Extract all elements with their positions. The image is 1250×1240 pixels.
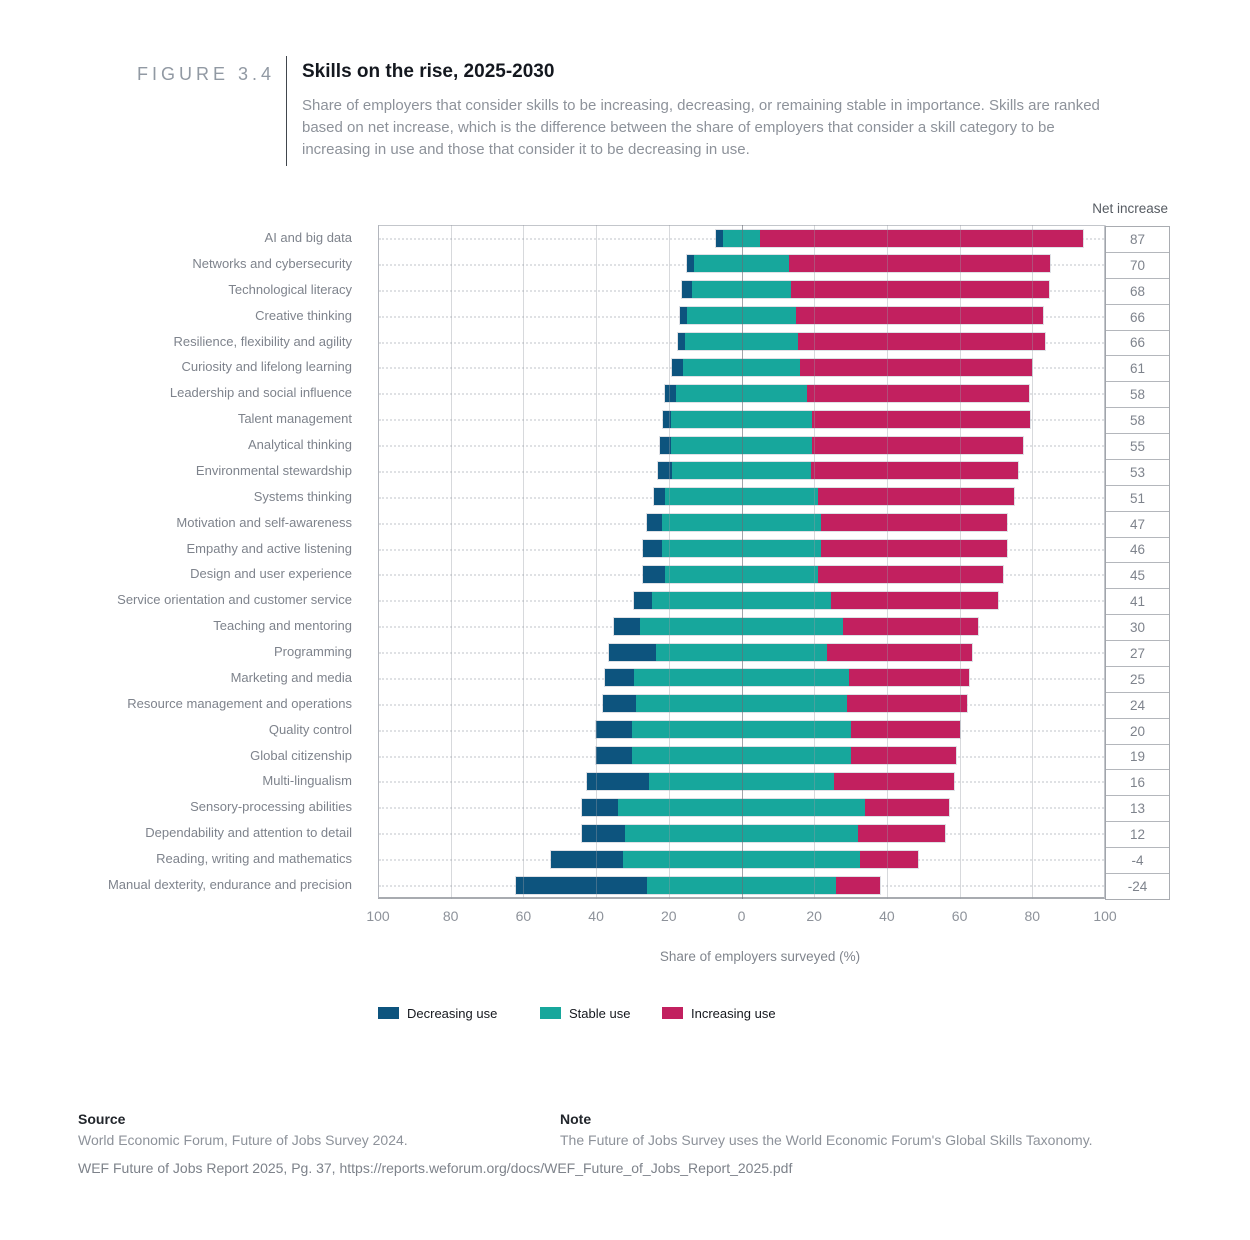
legend-label: Increasing use: [691, 1005, 776, 1021]
bar-segment-increasing: [827, 644, 972, 661]
x-axis-tick-label: 20: [661, 908, 677, 924]
bar-row: [680, 307, 1044, 324]
bar-segment-increasing: [851, 721, 960, 738]
x-axis-tick-label: 80: [442, 908, 459, 924]
bar-segment-decreasing: [609, 644, 656, 661]
net-increase-value: 53: [1106, 460, 1169, 486]
y-axis-skill-label: Quality control: [268, 721, 352, 737]
x-axis-tick-label: 60: [951, 908, 968, 924]
net-increase-value: 45: [1106, 563, 1169, 589]
bar-segment-increasing: [831, 592, 998, 609]
bar-segment-increasing: [807, 385, 1029, 402]
bar-segment-increasing: [849, 669, 969, 686]
y-axis-skill-label: Teaching and mentoring: [213, 618, 352, 634]
note-text: The Future of Jobs Survey uses the World Economic Forum's Global Skills Taxonomy.: [560, 1132, 1093, 1148]
bar-row: [716, 230, 1083, 247]
net-increase-value: 66: [1106, 305, 1169, 331]
bar-segment-decreasing: [647, 514, 662, 531]
y-axis-skill-label: Multi-lingualism: [262, 773, 352, 789]
x-axis-tick-label: 0: [737, 908, 746, 924]
y-axis-skill-label: Analytical thinking: [247, 437, 352, 453]
y-axis-skill-label: Leadership and social influence: [169, 385, 352, 401]
x-axis-tick-label: 40: [879, 908, 895, 924]
bar-row: [647, 514, 1007, 531]
bar-row: [582, 799, 949, 816]
bar-segment-decreasing: [678, 333, 685, 350]
vertical-gridline: [451, 225, 452, 899]
bar-segment-increasing: [811, 462, 1018, 479]
bar-segment-decreasing: [582, 825, 626, 842]
net-increase-value: 16: [1106, 770, 1169, 796]
net-increase-value: 19: [1106, 745, 1169, 771]
x-axis-tick-label: 100: [1093, 908, 1117, 924]
bar-segment-decreasing: [614, 618, 639, 635]
bar-segment-decreasing: [634, 592, 652, 609]
bar-segment-increasing: [821, 540, 1006, 557]
y-axis-skill-label: Creative thinking: [255, 307, 352, 323]
y-axis-skill-label: Reading, writing and mathematics: [156, 851, 352, 867]
bar-segment-increasing: [789, 255, 1051, 272]
bar-row: [634, 592, 998, 609]
figure-subtitle-line: increasing in use and those that consider it to be decreasing in use.: [302, 141, 750, 158]
bar-segment-increasing: [836, 877, 880, 894]
net-increase-value: 66: [1106, 331, 1169, 357]
bar-segment-increasing: [818, 488, 1014, 505]
y-axis-skill-label: Marketing and media: [230, 669, 352, 685]
bar-segment-decreasing: [687, 255, 694, 272]
x-axis-title: Share of employers surveyed (%): [659, 949, 861, 964]
net-increase-value: 30: [1106, 615, 1169, 641]
bar-segment-increasing: [818, 566, 1003, 583]
bar-segment-increasing: [791, 281, 1049, 298]
bar-row: [582, 825, 946, 842]
bar-segment-decreasing: [643, 566, 665, 583]
net-increase-value: -24: [1127, 878, 1148, 894]
bar-segment-decreasing: [516, 877, 647, 894]
net-increase-value: 58: [1106, 382, 1169, 408]
bar-row: [663, 411, 1030, 428]
net-increase-value: 41: [1106, 589, 1169, 615]
bar-row: [643, 540, 1007, 557]
bar-segment-increasing: [812, 411, 1030, 428]
bar-segment-increasing: [821, 514, 1006, 531]
y-axis-skill-label: Dependability and attention to detail: [145, 825, 352, 841]
citation-text: WEF Future of Jobs Report 2025, Pg. 37, https://reports.weforum.org/docs/WEF_Future_of_Jobs_Report_2025.pdf: [78, 1160, 793, 1176]
y-axis-skill-label: Networks and cybersecurity: [192, 255, 352, 271]
net-increase-value: 13: [1106, 796, 1169, 822]
y-axis-skill-label: Global citizenship: [250, 747, 352, 763]
y-axis-skill-label: Resource management and operations: [127, 695, 352, 711]
x-axis-tick-label: 60: [515, 908, 532, 924]
vertical-gridline: [742, 225, 743, 899]
y-axis-skill-label: Sensory-processing abilities: [190, 799, 352, 815]
x-axis-tick-label: 80: [1024, 908, 1041, 924]
vertical-gridline: [814, 225, 815, 899]
net-increase-value: 61: [1106, 356, 1169, 382]
bar-row: [658, 462, 1018, 479]
bar-segment-decreasing: [603, 695, 636, 712]
bar-segment-decreasing: [596, 721, 632, 738]
x-axis-tick-label: 20: [806, 908, 822, 924]
y-axis-skill-label: Talent management: [237, 411, 352, 427]
figure-label: FIGURE 3.4: [137, 64, 276, 84]
bar-row: [660, 437, 1024, 454]
vertical-gridline: [378, 225, 379, 899]
bar-segment-decreasing: [654, 488, 665, 505]
net-increase-value: 68: [1106, 279, 1169, 305]
vertical-gridline: [669, 225, 670, 899]
bar-segment-decreasing: [551, 851, 624, 868]
y-axis-skill-label: Systems thinking: [253, 488, 352, 504]
y-axis-skill-label: Environmental stewardship: [195, 462, 352, 478]
bar-segment-increasing: [843, 618, 977, 635]
net-increase-value: 47: [1106, 512, 1169, 538]
net-increase-value: 24: [1106, 693, 1169, 719]
y-axis-skill-label: Motivation and self-awareness: [176, 514, 352, 530]
net-increase-value: 51: [1106, 486, 1169, 512]
bar-segment-increasing: [800, 359, 1033, 376]
y-axis-skill-label: Manual dexterity, endurance and precision: [107, 877, 352, 892]
vertical-gridline: [887, 225, 888, 899]
legend-item-increasing: [662, 1003, 776, 1023]
bar-segment-increasing: [851, 747, 956, 764]
net-increase-value: 70: [1106, 253, 1169, 279]
bar-segment-increasing: [847, 695, 967, 712]
net-increase-value: 46: [1106, 538, 1169, 564]
bar-segment-decreasing: [665, 385, 676, 402]
bar-segment-increasing: [834, 773, 954, 790]
vertical-gridline: [960, 225, 961, 899]
bar-segment-increasing: [812, 437, 1023, 454]
bar-row: [596, 721, 960, 738]
net-increase-value: 55: [1106, 434, 1169, 460]
y-axis-skill-label: Service orientation and customer service: [117, 592, 352, 608]
bar-segment-increasing: [860, 851, 918, 868]
bar-segment-decreasing: [682, 281, 693, 298]
bar-segment-increasing: [760, 230, 1084, 247]
bar-segment-decreasing: [680, 307, 687, 324]
vertical-gridline: [1032, 225, 1033, 899]
source-heading: Source: [78, 1111, 126, 1127]
bar-segment-decreasing: [672, 359, 683, 376]
bar-segment-decreasing: [658, 462, 673, 479]
y-axis-skill-label: Design and user experience: [190, 566, 352, 582]
net-increase-value: -4: [1106, 848, 1169, 874]
bar-row: [516, 877, 880, 894]
increasing-use-swatch: [662, 1007, 683, 1019]
net-increase-value: 27: [1106, 641, 1169, 667]
bar-row: [596, 747, 956, 764]
stable-use-swatch: [540, 1007, 561, 1019]
y-axis-skill-label: Technological literacy: [228, 281, 352, 297]
legend-label: Decreasing use: [407, 1005, 498, 1021]
legend-label: Stable use: [569, 1005, 631, 1021]
bar-row: [609, 644, 973, 661]
x-axis-tick-label: 40: [588, 908, 604, 924]
y-axis-skill-label: AI and big data: [264, 230, 352, 245]
net-increase-value: 58: [1106, 408, 1169, 434]
bar-row: [678, 333, 1045, 350]
net-increase-value: 87: [1106, 227, 1169, 253]
bar-segment-increasing: [858, 825, 945, 842]
bar-row: [605, 669, 969, 686]
bar-segment-decreasing: [643, 540, 661, 557]
bar-segment-increasing: [796, 307, 1043, 324]
net-increase-value: 20: [1106, 719, 1169, 745]
bar-row: [682, 281, 1049, 298]
vertical-gridline: [523, 225, 524, 899]
net-increase-value: 25: [1106, 667, 1169, 693]
figure-subtitle-line: Share of employers that consider skills to be increasing, decreasing, or remaining stable in importance. Skills are ranked: [302, 97, 1100, 114]
vertical-gridline: [1105, 225, 1106, 899]
bar-row: [551, 851, 918, 868]
figure-subtitle-line: based on net increase, which is the difference between the share of employers that consider a skill category to be: [302, 119, 1055, 136]
bar-segment-decreasing: [716, 230, 723, 247]
bar-row: [603, 695, 967, 712]
net-increase-table: [1105, 226, 1170, 900]
y-axis-skill-label: Curiosity and lifelong learning: [181, 359, 352, 375]
bar-segment-increasing: [798, 333, 1045, 350]
y-axis-skill-label: Resilience, flexibility and agility: [173, 333, 352, 349]
bar-row: [643, 566, 1003, 583]
net-increase-value: 12: [1106, 822, 1169, 848]
net-increase-column-header: Net increase: [1092, 201, 1168, 216]
y-axis-skill-label: Empathy and active listening: [186, 540, 352, 556]
bar-segment-decreasing: [582, 799, 618, 816]
bar-segment-increasing: [865, 799, 949, 816]
vertical-gridline: [596, 225, 597, 899]
bar-row: [672, 359, 1032, 376]
page-title: Skills on the rise, 2025-2030: [302, 61, 555, 82]
header-divider: [286, 56, 287, 166]
y-axis-skill-label: Programming: [273, 644, 352, 660]
source-text: World Economic Forum, Future of Jobs Survey 2024.: [78, 1132, 408, 1148]
bar-row: [587, 773, 954, 790]
bar-row: [665, 385, 1029, 402]
note-heading: Note: [560, 1111, 592, 1127]
bar-segment-decreasing: [596, 747, 632, 764]
bar-segment-decreasing: [605, 669, 634, 686]
decreasing-use-swatch: [378, 1007, 399, 1019]
x-axis-tick-label: 100: [366, 908, 390, 924]
legend-item-stable: [540, 1003, 630, 1023]
legend-item-decreasing: [378, 1003, 497, 1023]
